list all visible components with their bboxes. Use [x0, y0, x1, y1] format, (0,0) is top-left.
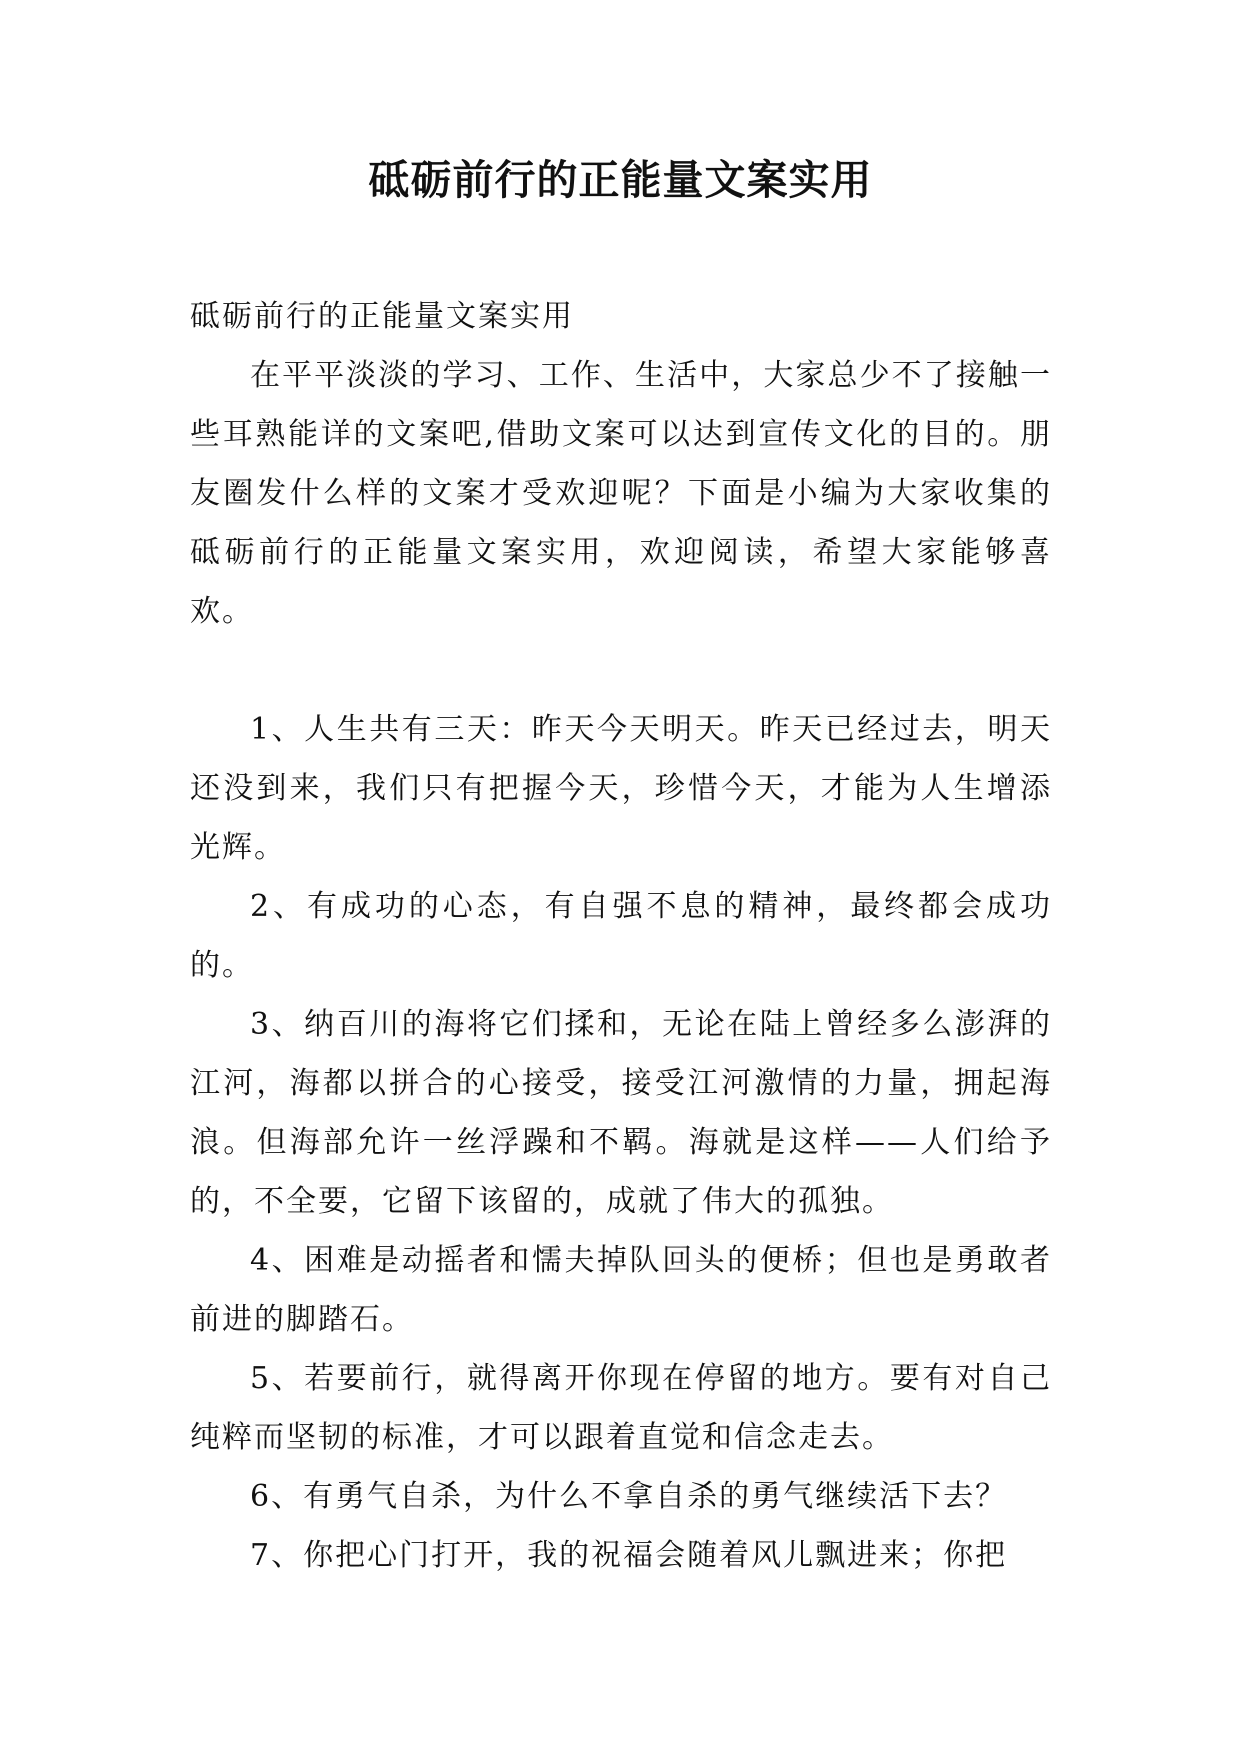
- document-title: 砥砺前行的正能量文案实用: [368, 156, 873, 204]
- list-item: 1、人生共有三天：昨天今天明天。昨天已经过去，明天还没到来，我们只有把握今天，珍惜今天，才能为人生增添光辉。: [190, 712, 1052, 865]
- list-item: 5、若要前行，就得离开你现在停留的地方。要有对自己纯粹而坚韧的标准，才可以跟着直觉和信念走去。: [190, 1361, 1052, 1455]
- list-item: 4、困难是动摇者和懦夫掉队回头的便桥；但也是勇敢者前进的脚踏石。: [190, 1243, 1052, 1337]
- intro-paragraph: 在平平淡淡的学习、工作、生活中，大家总少不了接触一些耳熟能详的文案吧,借助文案可以达到宣传文化的目的。朋友圈发什么样的文案才受欢迎呢？下面是小编为大家收集的砥砺前行的正能量文案实用，欢迎阅读，希望大家能够喜欢。: [190, 358, 1052, 629]
- document-subtitle: 砥砺前行的正能量文案实用: [190, 299, 574, 334]
- paragraph-spacer: [190, 641, 1052, 700]
- list-item: 2、有成功的心态，有自强不息的精神，最终都会成功的。: [190, 889, 1052, 983]
- list-item: 7、你把心门打开，我的祝福会随着风儿飘进来；你把: [250, 1538, 1008, 1573]
- list-item: 3、纳百川的海将它们揉和，无论在陆上曾经多么澎湃的江河，海都以拼合的心接受，接受江河激情的力量，拥起海浪。但海部允许一丝浮躁和不羁。海就是这样——人们给予的，不全要，它留下该留的，成就了伟大的孤独。: [190, 1007, 1052, 1219]
- document-body: [190, 287, 1052, 1585]
- list-item: 6、有勇气自杀，为什么不拿自杀的勇气继续活下去？: [250, 1479, 1008, 1514]
